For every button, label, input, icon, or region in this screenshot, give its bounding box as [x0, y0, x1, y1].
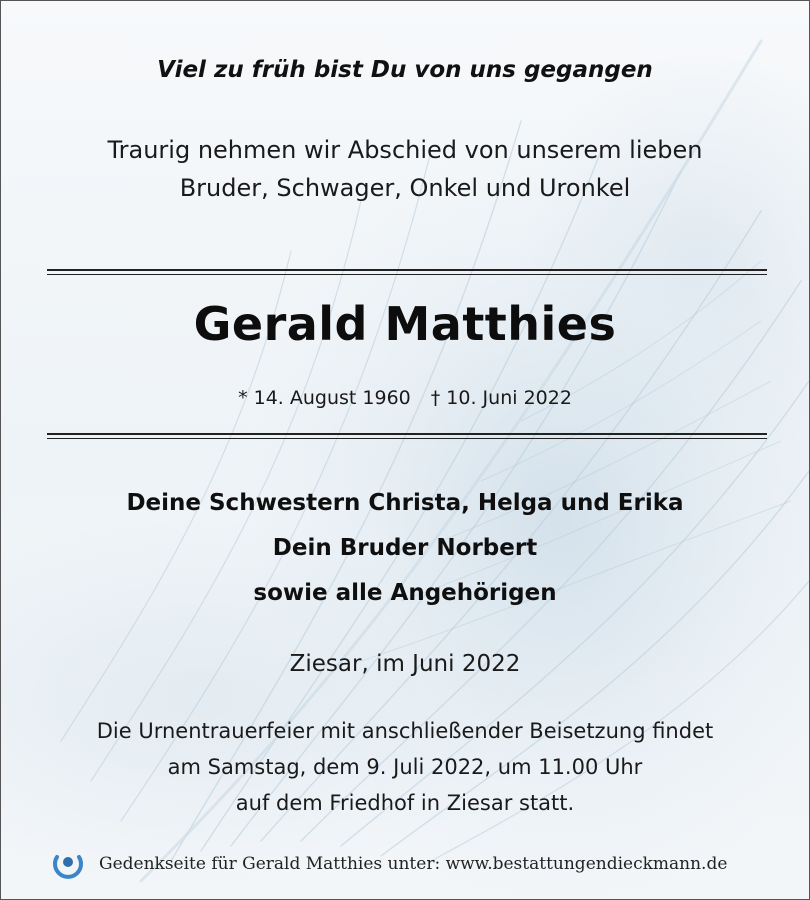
memorial-page-link[interactable]: Gedenkseite für Gerald Matthies unter: www.bestattungendieckmann.de — [99, 854, 728, 874]
ceremony-line: auf dem Friedhof in Ziesar statt. — [235, 791, 575, 815]
life-dates — [1, 387, 809, 409]
intro-line: Traurig nehmen wir Abschied von unserem lieben — [107, 136, 703, 164]
bottom-divider — [47, 433, 767, 435]
mourners-line: Deine Schwestern Christa, Helga und Erika — [126, 490, 684, 516]
memorial-page-footer — [51, 847, 727, 881]
top-divider — [47, 269, 767, 271]
ceremony-info — [1, 713, 809, 821]
death-date: † 10. Juni 2022 — [430, 387, 572, 409]
place-date: Ziesar, im Juni 2022 — [289, 651, 521, 677]
mourners-line: sowie alle Angehörigen — [253, 580, 557, 606]
ceremony-line: am Samstag, dem 9. Juli 2022, um 11.00 Uhr — [167, 755, 643, 779]
mourners-line: Dein Bruder Norbert — [272, 535, 538, 561]
birth-date: * 14. August 1960 — [238, 387, 411, 409]
notice-intro — [1, 131, 809, 207]
memorial-logo-icon — [51, 847, 85, 881]
mourners-list — [1, 481, 809, 616]
intro-line: Bruder, Schwager, Onkel und Uronkel — [179, 174, 631, 202]
deceased-name: Gerald Matthies — [193, 297, 617, 351]
ceremony-line: Die Urnentrauerfeier mit anschließender Beisetzung findet — [96, 719, 714, 743]
notice-subtitle: Viel zu früh bist Du von uns gegangen — [157, 57, 653, 83]
